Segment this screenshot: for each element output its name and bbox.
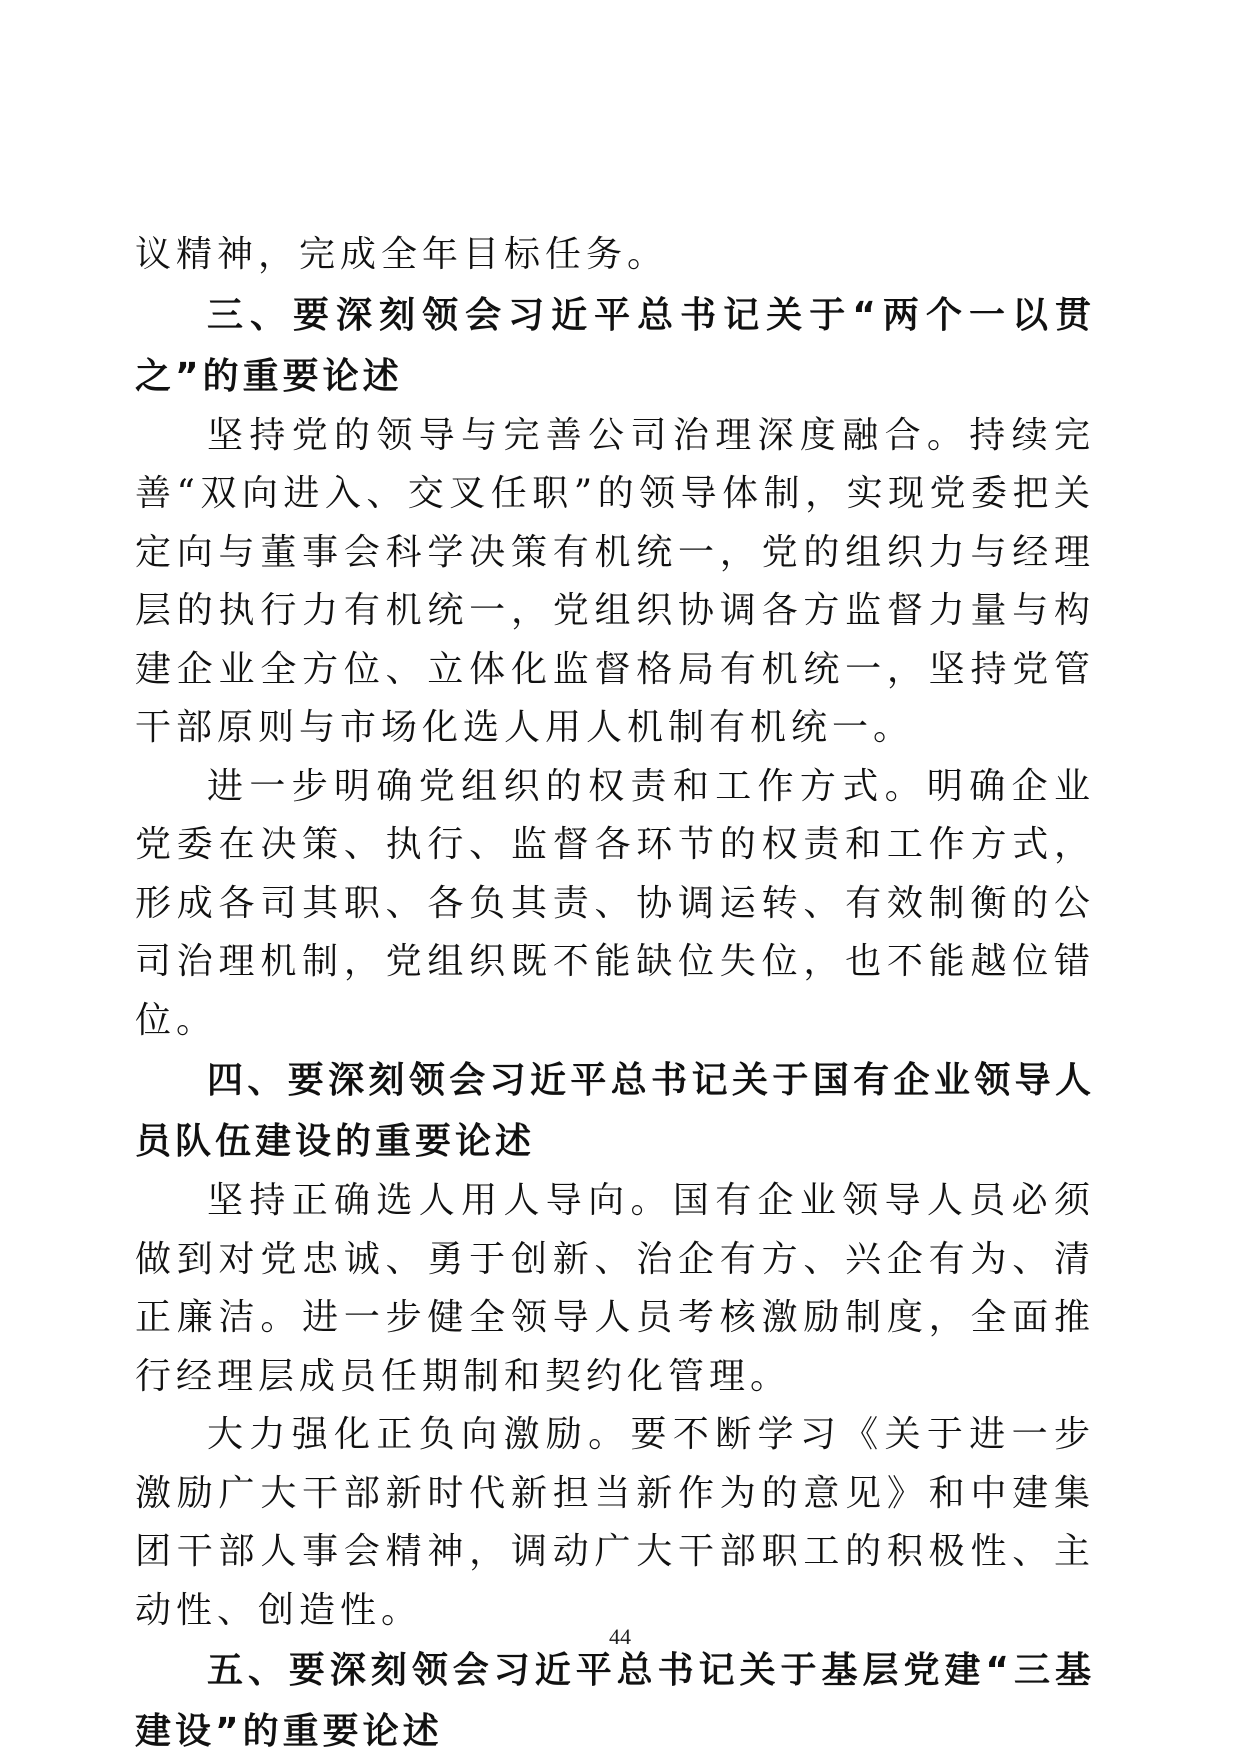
section-4-paragraph-1: 坚持正确选人用人导向。国有企业领导人员必须做到对党忠诚、勇于创新、治企有方、兴企有为、清正廉洁。进一步健全领导人员考核激励制度，全面推行经理层成员任期制和契约化管理。 xyxy=(135,1180,1095,1397)
section-heading-4: 四、要深刻领会习近平总书记关于国有企业领导人员队伍建设的重要论述 xyxy=(135,1060,1095,1162)
section-3-paragraph-1: 坚持党的领导与完善公司治理深度融合。持续完善“双向进入、交叉任职”的领导体制，实现党委把关定向与董事会科学决策有机统一，党的组织力与经理层的执行力有机统一，党组织协调各方监督力量与构建企业全方位、立体化监督格局有机统一，坚持党管干部原则与市场化选人用人机制有机统一。 xyxy=(135,414,1095,748)
section-heading-3: 三、要深刻领会习近平总书记关于“两个一以贯之”的重要论述 xyxy=(135,294,1095,397)
document-body xyxy=(135,226,1095,1762)
page-number: 44 xyxy=(609,1624,631,1649)
section-3-paragraph-2: 进一步明确党组织的权责和工作方式。明确企业党委在决策、执行、监督各环节的权责和工作方式，形成各司其职、各负其责、协调运转、有效制衡的公司治理机制，党组织既不能缺位失位，也不能越位错位。 xyxy=(135,765,1095,1041)
document-page xyxy=(135,0,1095,1754)
section-heading-5: 五、要深刻领会习近平总书记关于基层党建“三基建设”的重要论述 xyxy=(135,1650,1095,1752)
carry-over-paragraph: 议精神，完成全年目标任务。 xyxy=(135,234,669,275)
section-4-paragraph-2: 大力强化正负向激励。要不断学习《关于进一步激励广大干部新时代新担当新作为的意见》和中建集团干部人事会精神，调动广大干部职工的积极性、主动性、创造性。 xyxy=(135,1414,1095,1631)
